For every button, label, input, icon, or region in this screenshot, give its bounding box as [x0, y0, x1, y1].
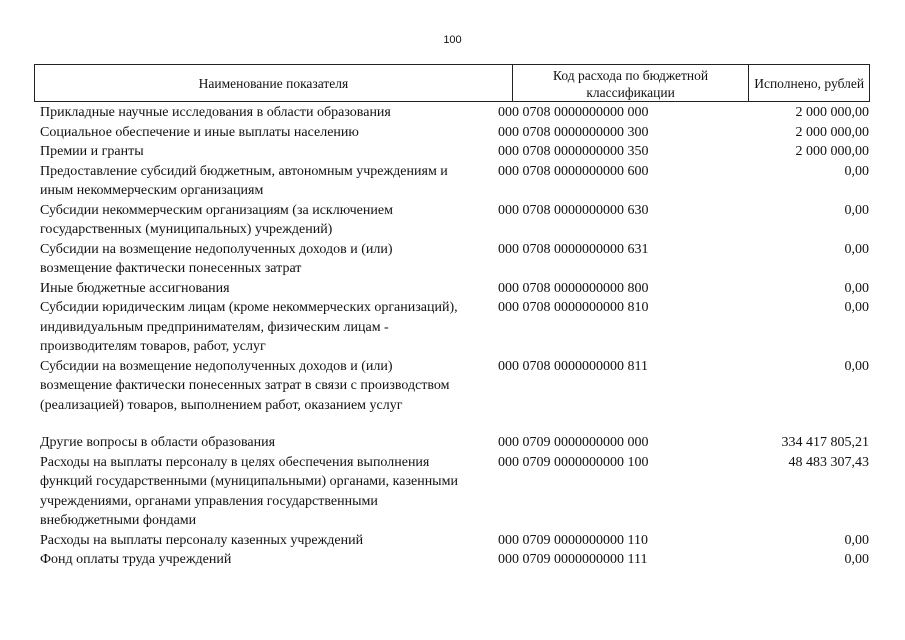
table-row — [0, 123, 905, 143]
row-name: Фонд оплаты труда учреждений — [40, 552, 232, 567]
row-value: 0,00 — [844, 532, 869, 548]
row-value: 334 417 805,21 — [781, 435, 869, 450]
table-row — [0, 162, 905, 201]
row-name: Субсидии некоммерческим организациям (за исключением государственных (муниципальных) учреждений) — [40, 202, 393, 237]
row-code: 000 0708 0000000000 000 — [498, 105, 649, 120]
row-name: Субсидии на возмещение недополученных доходов и (или) возмещение фактически понесенных затрат в связи с производством (реализацией) товаров, выполнением работ, оказанием услуг — [40, 358, 450, 413]
row-value: 0,00 — [844, 358, 869, 374]
table-row — [0, 201, 905, 240]
row-name: Социальное обеспечение и иные выплаты населению — [40, 124, 359, 140]
table-row — [0, 298, 905, 357]
row-name: Расходы на выплаты персоналу в целях обеспечения выполнения функций государственными (муниципальными) органами, казенными учреждениями, органами управления государственными внебюджетными фондами — [40, 454, 458, 528]
row-value: 2 000 000,00 — [795, 124, 869, 140]
header-executed: Исполнено, рублей — [754, 75, 865, 91]
row-name: Субсидии на возмещение недополученных доходов и (или) возмещение фактически понесенных затрат — [40, 241, 393, 276]
row-value: 0,00 — [844, 300, 869, 315]
table-row — [0, 433, 905, 453]
row-value: 0,00 — [844, 163, 869, 179]
table-row — [0, 103, 905, 123]
row-code: 000 0708 0000000000 350 — [498, 144, 649, 159]
row-name: Расходы на выплаты персоналу казенных учреждений — [40, 532, 364, 548]
row-code: 000 0708 0000000000 800 — [498, 280, 649, 296]
row-value: 2 000 000,00 — [795, 105, 869, 120]
row-name: Прикладные научные исследования в области образования — [40, 105, 391, 120]
table-body — [0, 103, 905, 570]
section-gap — [0, 415, 905, 433]
table-row — [0, 142, 905, 162]
row-code: 000 0708 0000000000 600 — [498, 163, 649, 179]
header-name: Наименование показателя — [198, 75, 349, 91]
row-value: 0,00 — [844, 552, 869, 567]
row-code: 000 0708 0000000000 811 — [498, 358, 648, 374]
row-value: 0,00 — [844, 280, 869, 296]
row-name: Иные бюджетные ассигнования — [40, 280, 230, 296]
table-header — [34, 64, 870, 102]
table-row — [0, 240, 905, 279]
header-code: Код расхода по бюджетной классификации — [512, 65, 749, 101]
row-code: 000 0708 0000000000 300 — [498, 124, 649, 140]
row-code: 000 0708 0000000000 810 — [498, 300, 649, 315]
table-row — [0, 531, 905, 551]
table-row — [0, 357, 905, 416]
row-code: 000 0709 0000000000 100 — [498, 454, 649, 470]
page-number: 100 — [443, 34, 462, 46]
row-value: 2 000 000,00 — [795, 144, 869, 159]
row-code: 000 0709 0000000000 000 — [498, 435, 649, 450]
row-name: Предоставление субсидий бюджетным, автономным учреждениям и иным некоммерческим организациям — [40, 163, 448, 198]
table-row — [0, 279, 905, 299]
row-value: 0,00 — [844, 241, 869, 257]
row-value: 48 483 307,43 — [788, 454, 869, 470]
table-row — [0, 453, 905, 531]
row-name: Субсидии юридическим лицам (кроме некоммерческих организаций), индивидуальным предпринимателям, физическим лицам - производителям товаров, работ, услуг — [40, 300, 458, 354]
row-code: 000 0708 0000000000 630 — [498, 202, 649, 218]
row-code: 000 0709 0000000000 110 — [498, 532, 648, 548]
row-name: Премии и гранты — [40, 144, 144, 159]
row-code: 000 0708 0000000000 631 — [498, 241, 649, 257]
row-name: Другие вопросы в области образования — [40, 435, 276, 450]
table-row — [0, 550, 905, 570]
row-value: 0,00 — [844, 202, 869, 218]
row-code: 000 0709 0000000000 111 — [498, 552, 648, 567]
